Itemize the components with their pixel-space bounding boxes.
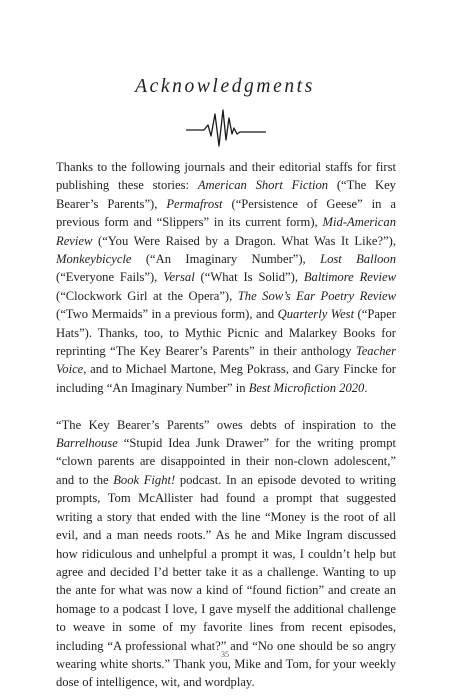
text-run: (“The Key Bearer’s Parents”), [56, 178, 396, 211]
italic-title: Permafrost [166, 196, 223, 211]
page-title: Acknowledgments [135, 76, 315, 97]
text-run: (“An Imaginary Number”), [131, 252, 321, 267]
text-run: (“Paper Hats”). Thanks, too, to Mythic Picnic and Malarkey Books for reprinting “The Key Bearer’s Parents” in their anthology [56, 307, 396, 359]
text-run: “Stupid Idea Junk Drawer” for the writing prompt “clown parents are disappointed in their non-clown adolescent,” and to the [56, 436, 396, 487]
italic-title: Lost Balloon [320, 252, 396, 267]
text-run: , and to Michael Martone, Meg Pokrass, and Gary Fincke for including “An Imaginary Number” in [56, 362, 396, 395]
acknowledgments-body [56, 158, 396, 692]
text-run: (“Everyone Fails”), [56, 270, 164, 285]
italic-title: Monkeybicycle [56, 252, 132, 267]
text-run: . [364, 380, 368, 395]
italic-title: Best Microfiction 2020 [248, 380, 365, 395]
page-number: 35 [221, 650, 229, 659]
text-run: “The Key Bearer’s Parents” owes debts of inspiration to the [56, 417, 396, 432]
heartbeat-line-icon [186, 106, 266, 150]
italic-title: The Sow’s Ear Poetry Review [237, 288, 396, 303]
text-run: Thanks to the following journals and their editorial staffs for first publishing these stories: [56, 160, 396, 193]
paragraph-journals [56, 158, 396, 397]
italic-title: Quarterly West [277, 307, 355, 322]
italic-title: Teacher Voice [56, 344, 396, 377]
italic-title: American Short Fiction [197, 178, 329, 193]
text-run: (“Two Mermaids” in a previous form), and [56, 307, 278, 322]
italic-title: Mid-American Review [56, 215, 396, 248]
text-run: (“Persistence of Geese” in a previous form and “Slippers” in its current form), [56, 196, 396, 230]
italic-title: Barrelhouse [56, 436, 118, 451]
italic-title: Versal [163, 270, 195, 285]
italic-title: Book Fight! [113, 472, 176, 487]
text-run: (“What Is Solid”), [194, 270, 304, 285]
text-run: podcast. In an episode devoted to writing prompts, Tom McAllister had found a prompt that suggested writing a story that ended with the line “Money is the root of all evil, and a man needs roots.” As he and Mike Ingram discussed how ridiculous and unhelpful a prompt it was, I couldn’t help but agree and decided I’d better take it as a challenge. Wanting to up the ante for what was now a kind of “found fiction” and create an homage to a podcast I love, I gave myself the additional challenge to weave in some of my favorite lines from recent episodes, including “A professional what?” and “No one should be so angry wearing white shorts.” Thank you, Mike and Tom, for your weekly dose of intelligence, wit, and wordplay. [56, 472, 397, 690]
text-run: (“Clockwork Girl at the Opera”), [56, 288, 238, 303]
italic-title: Baltimore Review [303, 270, 396, 285]
text-run: (“You Were Raised by a Dragon. What Was It Like?”), [92, 233, 396, 248]
